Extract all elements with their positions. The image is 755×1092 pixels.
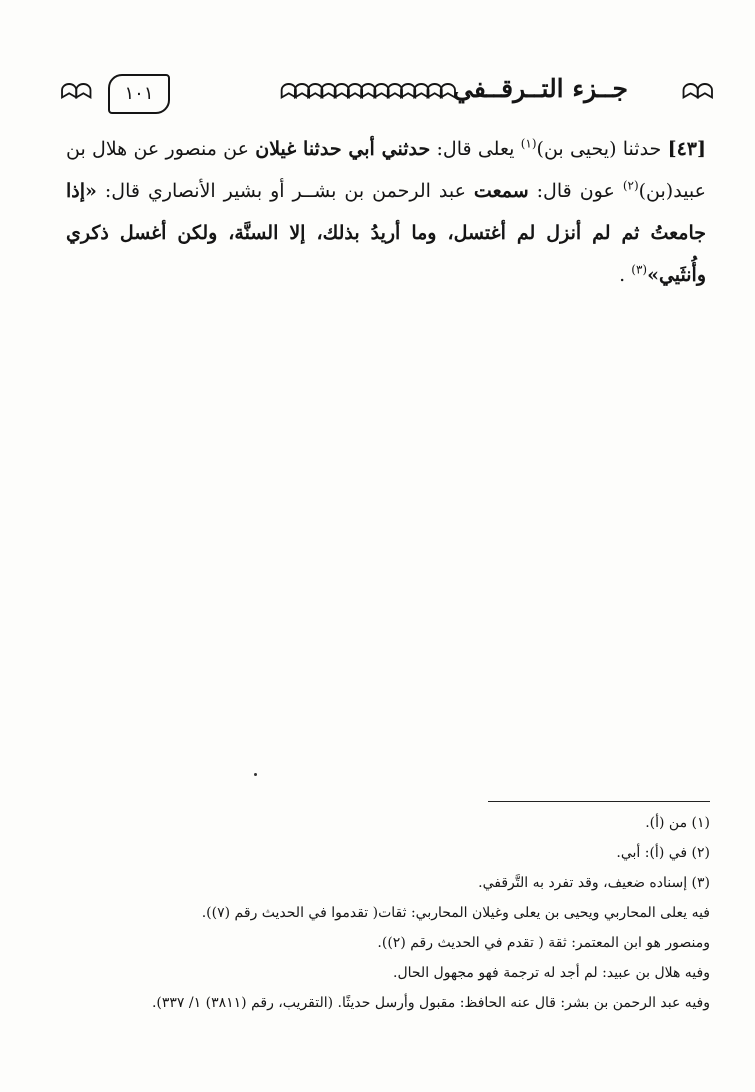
page-header — [60, 70, 710, 116]
hadith-paragraph — [66, 128, 706, 296]
page-number: ١٠١ — [108, 74, 170, 114]
footnote-3: (٣) إسناده ضعيف، وقد تفرد به التَّرقفي. — [478, 875, 710, 891]
footnote-ref-2: (٢) — [622, 178, 639, 193]
footnote-1: (١) من (أ). — [645, 815, 710, 831]
hadith-text-4: عون قال: — [528, 180, 623, 202]
hadith-text-3: عن منصور عن هلال بن عبيد(بن) — [66, 138, 706, 202]
footnote-3-line-3: ومنصور هو ابن المعتمر: ثقة ( تقدم في الحديث رقم (٢)). — [377, 935, 710, 951]
footnote-3-line-2: فيه يعلى المحاربي ويحيى بن يعلى وغيلان المحاربي: ثقات( تقدموا في الحديث رقم (٧)). — [201, 905, 710, 921]
hadith-quote: «إذا جامعتُ ثم لم أنزل لم أغتسل، وما أريدُ بذلك، إلا السنَّة، ولكن أغسل ذكري وأُنثَيي» — [66, 180, 706, 286]
footnote-ref-3: (٣) — [631, 262, 648, 277]
header-ornament-left: ᗣᗣ — [60, 80, 89, 105]
hadith-text-5: عبد الرحمن بن بشــر أو بشير الأنصاري قال: — [96, 180, 474, 202]
header-ornament-middle: ᗣᗣᗣᗣᗣᗣᗣᗣᗣᗣᗣᗣᗣ — [279, 80, 452, 105]
footnote-3-line-4: وفيه هلال بن عبيد: لم أجد له ترجمة فهو مجهول الحال. — [393, 965, 710, 981]
footnote-ref-1: (١) — [520, 136, 537, 151]
header-ornament-right: ᗣᗣ — [681, 80, 710, 105]
footnote-2: (٢) في (أ): أبي. — [616, 845, 710, 861]
hadith-bold-1: حدثني أبي حدثنا غيلان — [255, 138, 431, 160]
hadith-bold-2: سمعت — [473, 180, 529, 202]
hadith-text-2: يعلى قال: — [430, 138, 521, 160]
hadith-text-6: . — [619, 264, 632, 286]
hadith-number: [٤٣] — [667, 138, 706, 160]
footnotes — [60, 808, 710, 1018]
hadith-text-1: حدثنا (يحيى بن) — [536, 138, 668, 160]
footnote-3-line-5: وفيه عبد الرحمن بن بشر: قال عنه الحافظ: مقبول وأرسل حديثًا. (التقريب، رقم (٣٨١١) ١/ ٣٣٧). — [151, 995, 710, 1011]
footnote-separator — [488, 801, 710, 802]
header-title: جــزء التــرقــفي — [453, 74, 628, 103]
speck — [254, 773, 257, 776]
